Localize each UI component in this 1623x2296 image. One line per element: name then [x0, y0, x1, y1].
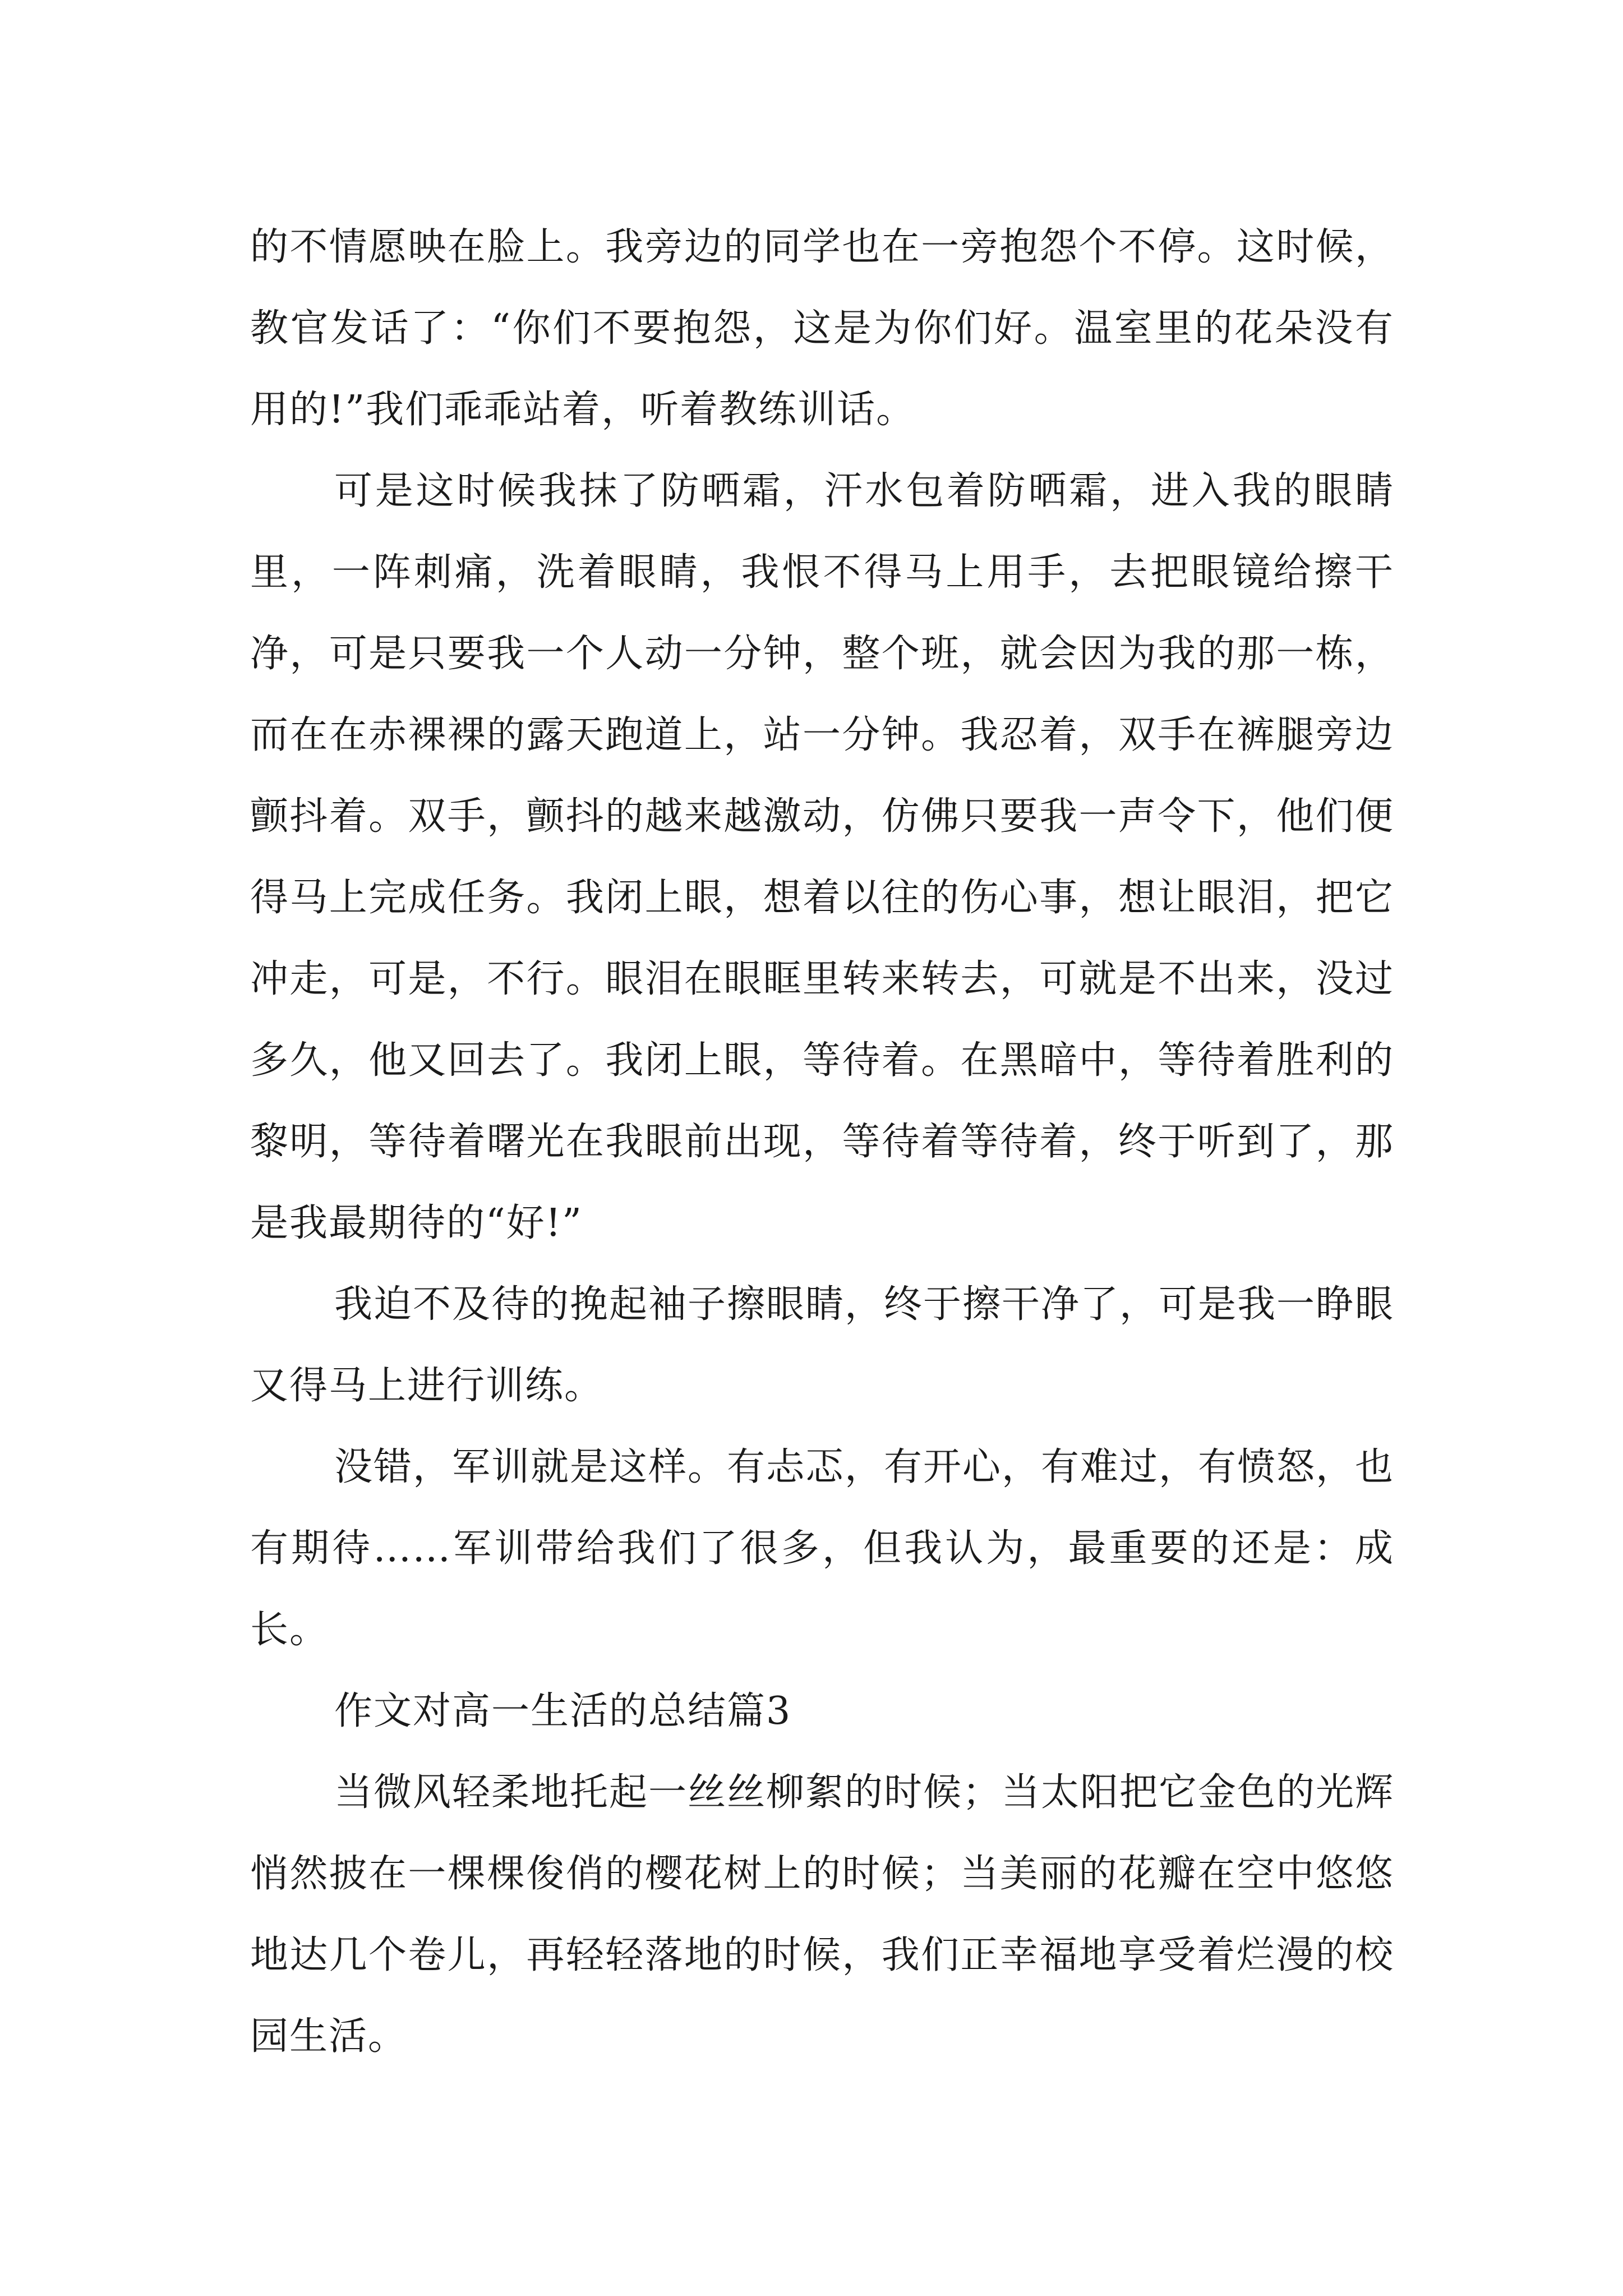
paragraph-5: 当微风轻柔地托起一丝丝柳絮的时候；当太阳把它金色的光辉悄然披在一棵棵俊俏的樱花树上的时候；当美丽的花瓣在空中悠悠地达几个卷儿，再轻轻落地的时候，我们正幸福地享受着烂漫的校园生活。: [250, 1770, 1395, 2059]
section-heading: 作文对高一生活的总结篇3: [334, 1689, 792, 1733]
document-body: [250, 206, 1394, 2077]
paragraph-3: 我迫不及待的挽起袖子擦眼睛，终于擦干净了，可是我一睁眼又得马上进行训练。: [250, 1282, 1395, 1408]
paragraph-4: 没错，军训就是这样。有忐忑，有开心，有难过，有愤怒，也有期待……军训带给我们了很多，但我认为，最重要的还是：成长。: [250, 1445, 1395, 1652]
paragraph-1: 的不情愿映在脸上。我旁边的同学也在一旁抱怨个不停。这时候，教官发话了：“你们不要抱怨，这是为你们好。温室里的花朵没有用的!”我们乖乖站着，听着教练训话。: [250, 225, 1394, 432]
paragraph-2: 可是这时候我抹了防晒霜，汗水包着防晒霜，进入我的眼睛里，一阵刺痛，洗着眼睛，我恨不得马上用手，去把眼镜给擦干净，可是只要我一个人动一分钟，整个班，就会因为我的那一栋，而在在赤裸裸的露天跑道上，站一分钟。我忍着，双手在裤腿旁边颤抖着。双手，颤抖的越来越激动，仿佛只要我一声令下，他们便得马上完成任务。我闭上眼，想着以往的伤心事，想让眼泪，把它冲走，可是，不行。眼泪在眼眶里转来转去，可就是不出来，没过多久，他又回去了。我闭上眼，等待着。在黑暗中，等待着胜利的黎明，等待着曙光在我眼前出现，等待着等待着，终于听到了，那是我最期待的“好!”: [250, 469, 1394, 1245]
